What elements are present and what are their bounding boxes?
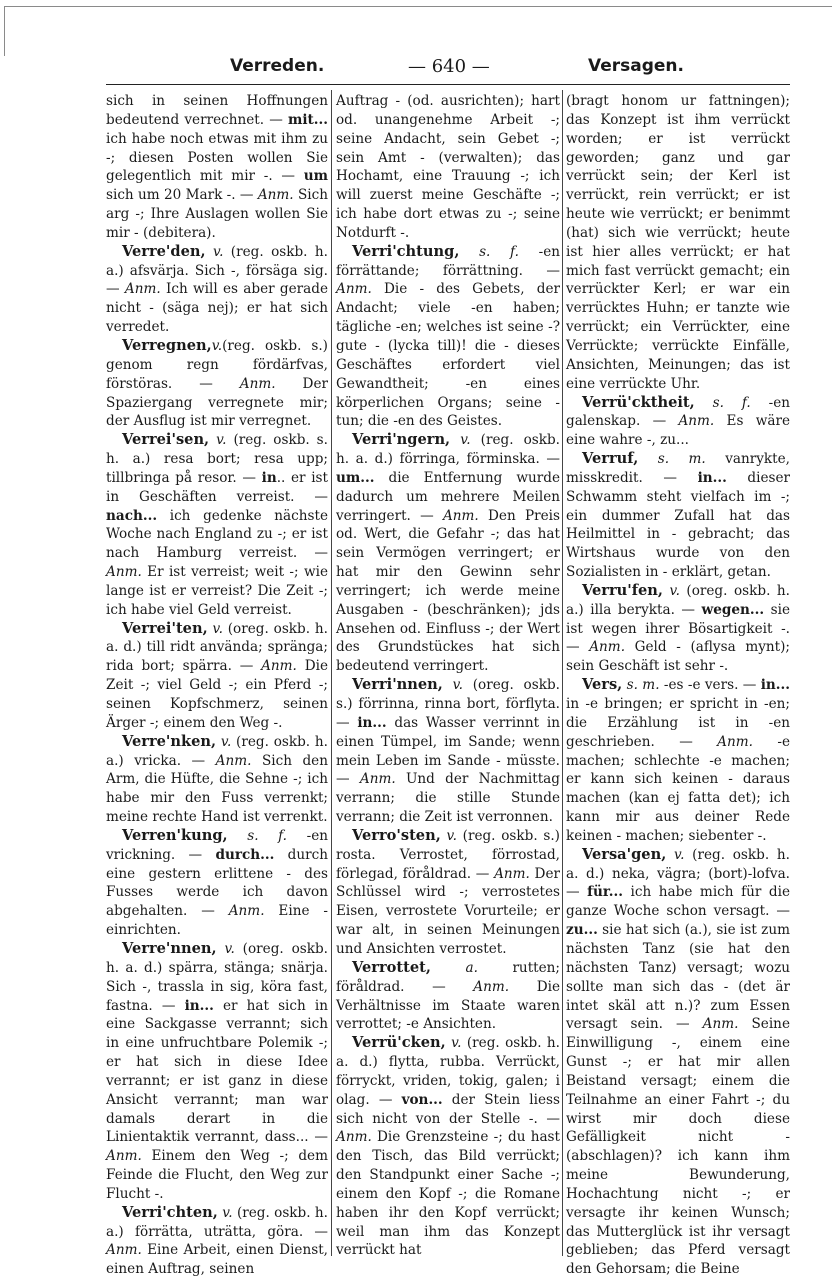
entry-continuation [336,92,560,243]
anm-marker: Anm. [106,1148,142,1165]
entry-text: durch eine gestern erlittene - des Fusses werde ich davon abgehalten. — [106,846,328,920]
anm-marker: Anm. [239,375,276,392]
headword: Verruf, [582,450,639,468]
preposition-keyword: für... [587,884,623,901]
page-header [0,56,832,82]
headword: Verrei'ten, [122,619,208,637]
entry-text: -en förrättande; förrättning. — [336,243,560,279]
headword: Verrei'sen, [122,431,210,449]
entry-text: Sich den Arm, die Hüfte, die Sehne -; ich habe mir den Fuss verrenkt; meine rechte Hand ist verrenkt. [106,752,328,826]
anm-marker: Anm. [589,639,626,656]
headword: Verri'ngern, [352,431,451,449]
preposition-keyword: in... [357,714,387,731]
column-2 [336,92,560,1259]
dictionary-entry [336,827,560,959]
part-of-speech: v. [207,620,223,637]
anm-marker: Anm. [261,658,297,675]
anm-marker: Anm. [494,865,530,882]
entry-text: Sich arg -; Ihre Auslagen wollen Sie mir - (debitera). [106,187,328,241]
part-of-speech: v. [209,432,227,449]
part-of-speech: s. m. [622,677,660,694]
preposition-keyword: durch... [215,846,275,863]
column-divider [562,90,563,1256]
entry-text: -es -e vers. — [659,677,761,694]
preposition-keyword: um... [336,469,375,486]
part-of-speech: v. [205,243,224,260]
entry-text: ich habe mich für die ganze Woche schon versagt. — [566,884,790,920]
header-left-guide-word: Verreden. [230,56,325,76]
preposition-keyword: um [303,168,328,185]
entry-text: (reg. oskb. h. a.) afsvärja. Sich -, försäga sig. — [106,243,328,298]
anm-marker: Anm. [124,281,161,298]
preposition-keyword: mit... [287,111,328,128]
entry-text: in -e bringen; er spricht in -en; die Erzählung ist in -en geschrieben. — [566,696,790,750]
anm-marker: Anm. [106,1242,142,1259]
headword: Verro'sten, [352,826,441,844]
dictionary-entry [336,1034,560,1260]
dictionary-entry [566,676,790,846]
entry-text: sich um 20 Mark -. — [106,187,258,204]
entry-text: Einem den Weg -; dem Feinde die Flucht, den Weg zur Flucht -. [106,1148,328,1202]
entry-text: (reg. oskb. s.) genom regn fördärfvas, förstöras. — [106,337,328,392]
page-number: — 640 — [408,56,490,77]
entry-text: die Entfernung wurde dadurch um mehrere Meilen verringert. — [336,469,560,524]
column-divider [331,90,332,1256]
dictionary-entry [106,431,328,619]
entry-text: Eine - einrichten. [106,903,328,939]
part-of-speech: v. [445,1035,462,1052]
entry-text: sie hat sich (a.), sie ist zum nächsten Tanz (sie hat den nächsten Tanz) versagt; wozu sollte man sich das - (det är intet skäl att n.)? zum Essen versagt sein. — [566,922,790,1033]
entry-text: Es wäre eine wahre -, zu... [566,413,790,449]
dictionary-entry [566,450,790,582]
headword: Verre'nken, [122,732,217,750]
part-of-speech: v. [217,1204,233,1221]
entry-text: Auftrag - (od. ausrichten); hart od. unangenehme Arbeit -; seine Andacht, sein Gebet -; sein Amt - (verwalten); das Hochamt, eine Trauung -; ich will zuerst meine Geschäfte -; ich habe dort etwas zu -; seine Notdurft -. [336,93,560,241]
header-rule [106,84,790,85]
anm-marker: Anm. [678,413,715,430]
anm-marker: Anm. [717,733,753,750]
preposition-keyword: in... [760,677,790,694]
part-of-speech: v. [450,432,471,449]
dictionary-entry [566,846,790,1279]
anm-marker: Anm. [442,507,479,524]
entry-text: (bragt honom ur fattningen); das Konzept ist ihm verrückt worden; er ist verrückt geworden; ganz und gar verrückt sein; der Kerl ist verrückt, rein verrückt; er ist heute wie verrückt; er benimmt (hat) sich wie verrückt; heute ist hier alles verrückt; er hat mich fast verrückt gemacht; ein verrückter Kerl; er war ein verrücktes Huhn; er tanzte wie verrückt; ein Verrückter, eine Verrückte; verrückte Einfälle, Ansichten, Meinungen; das ist eine verrückte Uhr. [566,93,790,392]
entry-text: (oreg. oskb. s.) förrinna, rinna bort, förflyta. — [336,677,560,731]
preposition-keyword: in [261,469,277,486]
anm-marker: Anm. [228,903,265,920]
headword: Verrü'cken, [352,1034,446,1052]
dictionary-entry [336,959,560,1034]
entry-text: Und der Nachmittag verrann; die stille Stunde verrann; die Zeit ist verronnen. [336,771,560,826]
headword: Verri'nnen, [352,676,443,694]
dictionary-entry [106,940,328,1204]
entry-text: (reg. oskb. s.) rosta. Verrostet, förrostad, förlegad, föråldrad. — [336,827,560,882]
headword: Versa'gen, [582,845,667,863]
entry-text: ich gedenke nächste Woche nach England zu -; er ist nach Hamburg verreist. — [106,507,328,562]
entry-continuation [566,92,790,394]
entry-text: .. er ist in Geschäften verreist. — [106,469,328,505]
anm-marker: Anm. [215,752,252,769]
headword: Verregnen, [122,336,212,354]
entry-text: Er ist verreist; weit -; wie lange ist er verreist? Die Zeit -; ich habe viel Geld verreist. [106,564,328,618]
header-right-guide-word: Versagen. [588,56,684,76]
dictionary-entry [106,337,328,431]
entry-text: er hat sich in eine Sackgasse verrannt; sich in eine unfruchtbare Polemik -; er hat sich in diese Idee verrannt; er ist ganz in diese Ansicht verrannt; man war damals derart in die Linientaktik verrannt, dass... — [106,997,328,1146]
headword: Verren'kung, [122,826,228,844]
headword: Verrü'cktheit, [582,393,695,411]
part-of-speech: s. f. [459,243,519,260]
entry-text: (reg. oskb. s. h. a.) resa bort; resa upp; tillbringa på resor. — [106,432,328,486]
headword: Vers, [582,676,623,694]
part-of-speech: s. f. [694,394,751,411]
part-of-speech: v. [442,677,463,694]
entry-text: Die Zeit -; viel Geld -; ein Pferd -; seinen Kopfschmerz, seinen Ärger -; einem den Weg -. [106,658,328,731]
preposition-keyword: zu... [566,922,598,939]
part-of-speech: v. [662,582,680,599]
entry-text: ich habe noch etwas mit ihm zu -; diesen Posten wollen Sie gelegentlich mit mir -. — [106,130,328,185]
entry-text: dieser Schwamm steht vielfach im -; ein dummer Zufall hat das Heilmittel in - gebracht; das Wirtshaus wurde von den Sozialisten in - erklärt, getan. [566,469,791,581]
anm-marker: Anm. [336,1129,372,1146]
entry-text: (oreg. oskb. h. a. d.) till ridt använda; spränga; rida bort; spärra. — [106,620,328,675]
headword: Verre'nnen, [122,939,217,957]
entry-text: (oreg. oskb. h. a.) illa berykta. — [566,582,790,618]
dictionary-entry [106,1204,328,1279]
entry-text: (reg. oskb. h. a.) förrätta, uträtta, göra. — [106,1204,328,1240]
dictionary-entry [336,431,560,676]
dictionary-entry [566,582,790,676]
entry-continuation [106,92,328,243]
headword: Verre'den, [122,242,206,260]
dictionary-entry [336,243,560,431]
part-of-speech: a. [430,959,478,976]
dictionary-entry [106,243,328,337]
dictionary-entry [566,394,790,451]
entry-text: der Stein liess sich nicht von der Stelle -. — [336,1091,560,1127]
dictionary-entry [336,676,560,827]
entry-text: das Wasser verrinnt in einen Tümpel, im Sande; wenn mein Leben im Sande - müsste. — [336,714,560,788]
entry-text: Die - des Gebets, der Andacht; viele -en haben; tägliche -en; welches ist seine -? gute - (lycka till)! die - dieses Geschäftes erfordert viel Gewandtheit; -en eines körperlichen Organs; seine - tun; die -en des Geistes. [336,281,560,430]
part-of-speech: s. f. [227,827,287,844]
part-of-speech: s. m. [638,451,706,468]
entry-text: (oreg. oskb. h. a. d.) spärra, stänga; snärja. Sich -, trassla in sig, köra fast, fastna. — [106,940,328,1014]
entry-text: -e machen; schlechte -e machen; er kann sich keinen - daraus machen (kan ej fatta det); ich kann mir aus deiner Rede keinen - machen; siebenter -. [566,733,790,844]
entry-text: (reg. oskb. h. a.) vricka. — [106,733,328,769]
entry-text: (reg. oskb. h. a. d.) förringa, förminska. — [336,432,560,468]
dictionary-entry [106,620,328,733]
scan-border-left [4,6,5,56]
entry-text: Eine Arbeit, einen Dienst, einen Auftrag, seinen [106,1242,328,1278]
entry-text: vanrykte, misskredit. — [566,451,790,486]
column-3 [566,92,791,1278]
dictionary-entry [106,733,328,827]
headword: Verrottet, [352,958,431,976]
preposition-keyword: von... [401,1091,443,1108]
headword: Verru'fen, [582,581,663,599]
entry-text: (reg. oskb. h. a. d.) neka, vägra; (bort)-lofva. — [566,846,790,901]
part-of-speech: v. [216,733,232,750]
anm-marker: Anm. [359,771,396,788]
preposition-keyword: in... [697,469,727,486]
column-1 [106,92,328,1278]
entry-text: Der Schlüssel wird -; verrostetes Eisen, verrostete Vorurteile; er war alt, in seinen Meinungen und Ansichten verrostet. [336,865,560,957]
anm-marker: Anm. [257,187,294,204]
entry-text: -en galenskap. — [566,394,790,430]
entry-text: sich in seinen Hoffnungen bedeutend verrechnet. — [106,93,328,128]
entry-text: Die Grenzsteine -; du hast den Tisch, das Bild verrückt; den Standpunkt einer Sache -; einem den Kopf -; die Romane haben ihr den Kopf verrückt; weil man ihm das Konzept verrückt hat [336,1129,560,1259]
entry-text: Die Verhältnisse im Staate waren verrottet; -e Ansichten. [336,978,560,1033]
preposition-keyword: wegen... [701,601,765,618]
entry-text: Ich will es aber gerade nicht - (säga nej); er hat sich verredet. [106,281,328,336]
preposition-keyword: in... [184,997,214,1014]
part-of-speech: v. [666,846,685,863]
entry-text: Der Spaziergang verregnete mir; der Ausflug ist mir verregnet. [106,375,328,430]
entry-text: (reg. oskb. h. a. d.) flytta, rubba. Verrückt, förryckt, vriden, tokig, galen; i olag. — [336,1035,560,1108]
part-of-speech: v. [216,940,235,957]
part-of-speech: v. [211,337,223,354]
anm-marker: Anm. [702,1016,739,1033]
entry-text: Geld - (aflysa mynt); sein Geschäft ist sehr -. [566,639,790,675]
headword: Verri'chten, [122,1203,218,1221]
entry-text: Den Preis od. Wert, die Gefahr -; das hat sein Vermögen verringert; er hat mir den Gewinn sehr verringert; ich werde meine Ausgaben - (beschränken); jds Ansehen od. Einfluss -; der Wert des Grundstückes hat sich bedeutend verringert. [336,507,560,675]
entry-text: -en vrickning. — [106,827,328,863]
anm-marker: Anm. [106,564,142,581]
part-of-speech: v. [440,827,457,844]
preposition-keyword: nach... [106,507,158,524]
anm-marker: Anm. [336,281,372,298]
entry-text: sie ist wegen ihrer Bösartigkeit -. — [566,601,790,656]
entry-text: Seine Einwilligung -, einem eine Gunst -; er hat mir allen Beistand versagt; einem die Teilnahme an einer Fahrt -; du wirst mir doch diese Gefälligkeit nicht - (abschlagen)? ich kann ihm meine Bewunderung, Hochachtung nicht -; er versagte ihr keinen Wunsch; das Mutterglück ist ihr versagt geblieben; das Pferd versagt den Gehorsam; die Beine [566,1016,790,1278]
anm-marker: Anm. [473,978,510,995]
headword: Verri'chtung, [352,242,460,260]
entry-text: rutten; föråldrad. — [336,959,560,995]
scan-border-top [4,6,832,7]
dictionary-entry [106,827,328,940]
